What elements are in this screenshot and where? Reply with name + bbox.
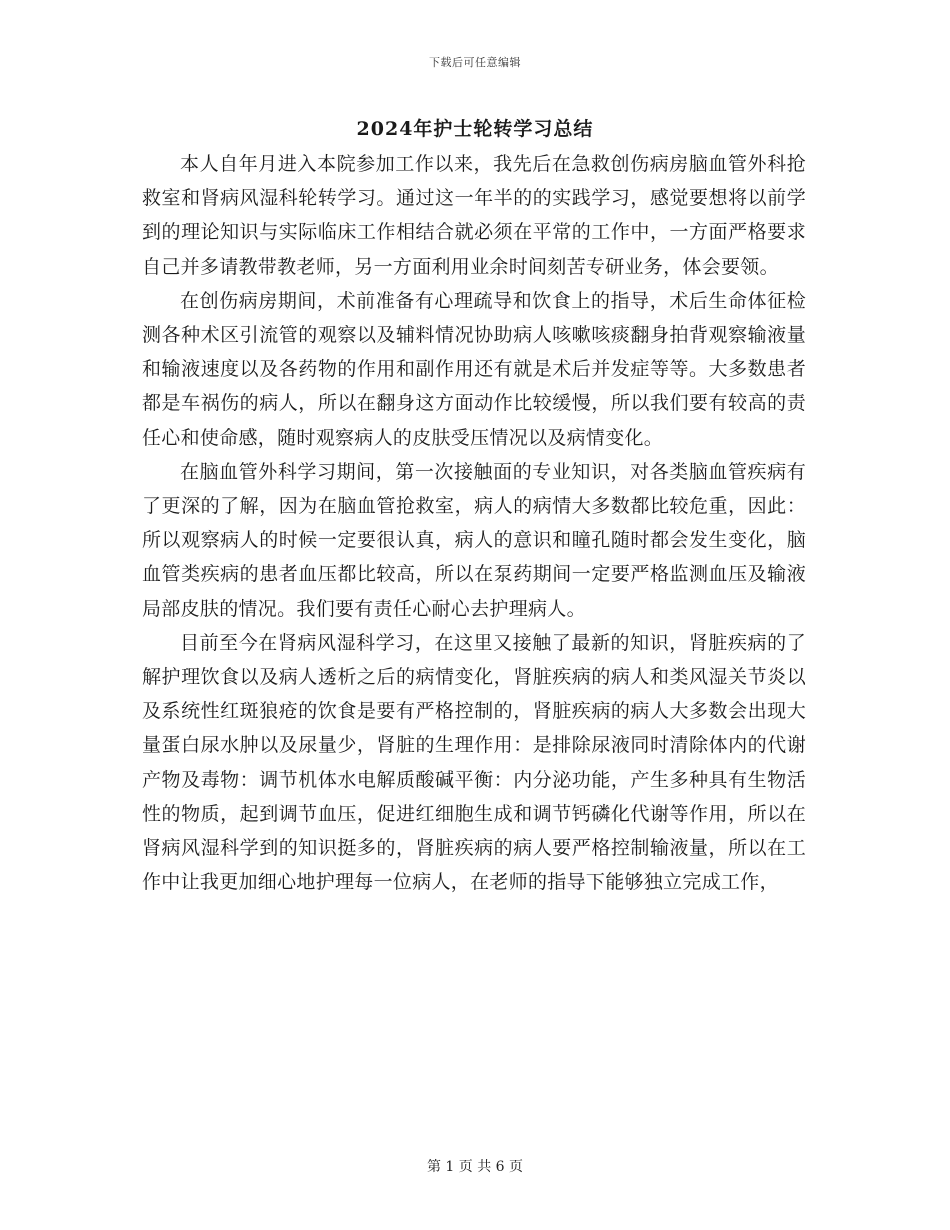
- document-body: [142, 147, 806, 899]
- paragraph-nephrology: 目前至今在肾病风湿科学习，在这里又接触了最新的知识，肾脏疾病的了解护理饮食以及病人透析之后的病情变化，肾脏疾病的病人和类风湿关节炎以及系统性红斑狼疮的饮食是要有严格控制的，肾脏疾病的病人大多数会出现大量蛋白尿水肿以及尿量少，肾脏的生理作用：是排除尿液同时清除体内的代谢产物及毒物：调节机体水电解质酸碱平衡：内分泌功能，产生多种具有生物活性的物质，起到调节血压，促进红细胞生成和调节钙磷化代谢等作用，所以在肾病风湿科学到的知识挺多的，肾脏疾病的病人要严格控制输液量，所以在工作中让我更加细心地护理每一位病人，在老师的指导下能够独立完成工作，: [142, 631, 806, 894]
- paragraph-trauma-ward: 在创伤病房期间，术前准备有心理疏导和饮食上的指导，术后生命体征检测各种术区引流管的观察以及辅料情况协助病人咳嗽咳痰翻身拍背观察输液量和输液速度以及各药物的作用和副作用还有就是术后并发症等等。大多数患者都是车祸伤的病人，所以在翻身这方面动作比较缓慢，所以我们要有较高的责任心和使命感，随时观察病人的皮肤受压情况以及病情变化。: [142, 289, 806, 449]
- paragraph-intro: 本人自年月进入本院参加工作以来，我先后在急救创伤病房脑血管外科抢救室和肾病风湿科轮转学习。通过这一年半的的实践学习，感觉要想将以前学到的理论知识与实际临床工作相结合就必须在平常的工作中，一方面严格要求自己并多请教带教老师，另一方面利用业余时间刻苦专研业务，体会要领。: [142, 153, 806, 278]
- paragraph-neurovascular: 在脑血管外科学习期间，第一次接触面的专业知识，对各类脑血管疾病有了更深的了解，因为在脑血管抢救室，病人的病情大多数都比较危重，因此：所以观察病人的时候一定要很认真，病人的意识和瞳孔随时都会发生变化，脑血管类疾病的患者血压都比较高，所以在泵药期间一定要严格监测血压及输液局部皮肤的情况。我们要有责任心耐心去护理病人。: [142, 460, 806, 620]
- page-number: 第 1 页 共 6 页: [426, 1159, 524, 1175]
- download-edit-note: 下载后可任意编辑: [429, 56, 521, 69]
- document-title: 2024年护士轮转学习总结: [356, 118, 594, 140]
